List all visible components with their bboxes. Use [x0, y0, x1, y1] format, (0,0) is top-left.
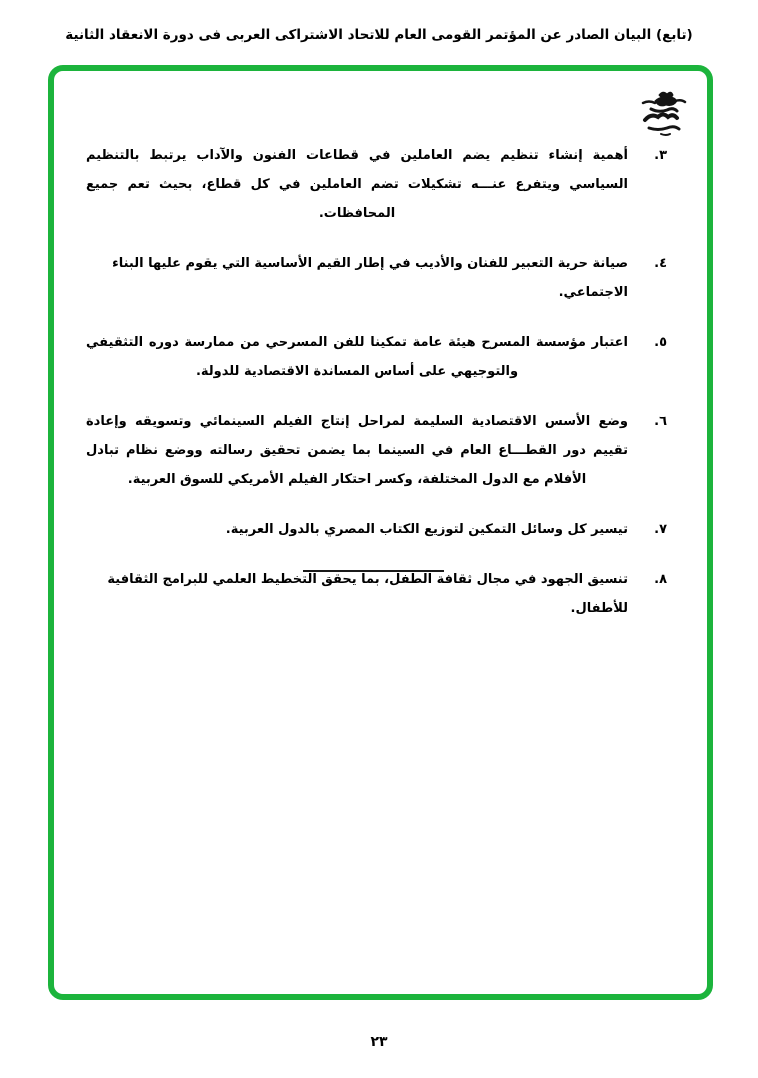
item-number: ٧. — [654, 522, 667, 537]
item-number: ٤. — [654, 256, 667, 271]
list-item — [86, 328, 667, 386]
item-number: ٦. — [654, 414, 667, 429]
list-item — [86, 565, 667, 623]
content-border-frame — [48, 65, 713, 1000]
item-text: تيسير كل وسائل التمكين لتوزيع الكتاب المصري بالدول العربية. — [225, 522, 628, 537]
item-number: ٥. — [654, 335, 667, 350]
list-item — [86, 407, 667, 494]
item-text: صيانة حرية التعبير للفنان والأديب في إطار القيم الأساسية التي يقوم عليها البناء الاجتماعي. — [112, 256, 628, 300]
item-number: ٣. — [654, 148, 667, 163]
list-item — [86, 249, 667, 307]
item-text: تنسيق الجهود في مجال ثقافة الطفل، بما يحقق التخطيط العلمي للبرامج الثقافية للأطفال. — [107, 572, 628, 616]
numbered-list — [54, 141, 707, 644]
item-text: وضع الأسس الاقتصادية السليمة لمراحل إنتاج الفيلم السينمائي وتسويقه وإعادة تقييم دور القطـــاع العام في السينما بما يضمن تحقيق رسالته ووضع نظام تبادل الأفلام مع الدول المختلفة، وكسر احتكار الفيلم الأمريكي للسوق العربية. — [86, 414, 628, 487]
calligraphy-stamp-icon — [629, 87, 699, 139]
list-item — [86, 141, 667, 228]
list-item — [86, 515, 667, 544]
item-number: ٨. — [654, 572, 667, 587]
item-text: اعتبار مؤسسة المسرح هيئة عامة تمكينا للفن المسرحي من ممارسة دوره التثقيفي والتوجيهي على أساس المساندة الاقتصادية للدولة. — [86, 335, 628, 379]
section-divider-line — [303, 570, 444, 572]
page-title: (تابع) البيان الصادر عن المؤتمر القومى العام للاتحاد الاشتراكى العربى فى دورة الانعقاد الثانية — [65, 27, 693, 43]
item-text: أهمية إنشاء تنظيم يضم العاملين في قطاعات الفنون والآداب يرتبط بالتنظيم السياسي ويتفرع عنـــه تشكيلات تضم العاملين في كل قطاع، بحيث تعم جميع المحافظات. — [86, 148, 628, 221]
page-number: ٢٣ — [370, 1034, 388, 1050]
